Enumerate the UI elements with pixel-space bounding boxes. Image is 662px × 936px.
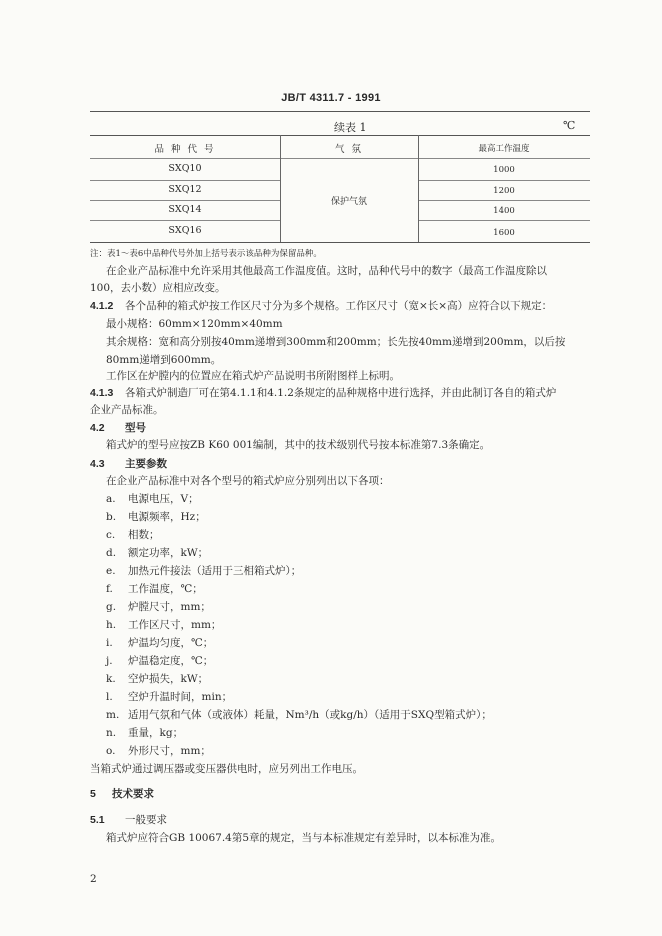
list-item-label: c. [106, 529, 116, 541]
table-row-rule [90, 220, 280, 221]
table-caption: 续表 1 [334, 121, 367, 134]
table-header-code: 品 种 代 号 [154, 144, 216, 155]
clause-number: 4.1.3 [90, 387, 114, 399]
list-item-label: j. [106, 655, 113, 667]
list-item: 炉温稳定度，℃； [128, 655, 214, 667]
paragraph: 其余规格：宽和高分别按40mm递增到300mm和200mm；长先按40mm递增到200mm，以后按 [106, 336, 566, 348]
table-header-rule [90, 158, 590, 159]
table-cell-code: SXQ16 [168, 225, 202, 236]
list-item-label: g. [106, 601, 117, 613]
table-cell-code: SXQ10 [168, 163, 202, 174]
page-number: 2 [90, 873, 97, 885]
list-item: 电源电压，V； [128, 493, 199, 505]
list-item: 加热元件接法（适用于三相箱式炉）； [128, 565, 302, 577]
list-item-label: b. [106, 511, 117, 523]
paragraph: 在企业产品标准中对各个型号的箱式炉应分别列出以下各项： [106, 475, 390, 487]
standard-number: JB/T 4311.7 - 1991 [281, 92, 381, 104]
list-item: 工作区尺寸，mm； [128, 619, 222, 631]
table-row-rule [418, 200, 590, 201]
table-cell-temp: 1200 [493, 186, 515, 196]
list-item-label: h. [106, 619, 117, 631]
paragraph: 在企业产品标准中允许采用其他最高工作温度值。这时，品种代号中的数字（最高工作温度除以 [106, 265, 547, 277]
table-top-rule [90, 135, 590, 136]
list-item-label: a. [106, 493, 116, 505]
section-title: 主要参数 [125, 458, 167, 470]
section-title: 技术要求 [112, 788, 154, 800]
list-item-label: m. [106, 709, 120, 721]
list-item: 额定功率，kW； [128, 547, 209, 559]
table-cell-temp: 1600 [493, 228, 515, 238]
list-item-label: d. [106, 547, 117, 559]
table-unit: ℃ [563, 119, 576, 132]
list-item: 空炉升温时间，min； [128, 691, 233, 703]
table-cell-temp: 1000 [493, 165, 515, 175]
section-title: 型号 [125, 422, 146, 434]
paragraph: 80mm递增到600mm。 [106, 354, 222, 366]
list-item-label: n. [106, 727, 117, 739]
paragraph: 最小规格：60mm×120mm×40mm [106, 318, 283, 330]
list-item-label: f. [106, 583, 113, 595]
list-item-label: k. [106, 673, 116, 685]
table-cell-code: SXQ14 [168, 204, 202, 215]
section-number: 5 [90, 788, 96, 800]
paragraph: 箱式炉的型号应按ZB K60 001编制，其中的技术级别代号按本标准第7.3条确定。 [106, 439, 491, 451]
table-row-rule [418, 180, 590, 181]
list-item: 工作温度，℃； [128, 583, 203, 595]
list-item: 重量，kg； [128, 727, 184, 739]
list-item: 相数； [128, 529, 160, 541]
list-item: 适用气氛和气体（或液体）耗量，Nm³/h（或kg/h）（适用于SXQ型箱式炉）； [128, 709, 492, 721]
table-row-rule [418, 220, 590, 221]
section-title: 一般要求 [125, 814, 167, 826]
table-header-atmosphere: 气 氛 [334, 144, 364, 155]
paragraph: 当箱式炉通过调压器或变压器供电时，应另列出工作电压。 [90, 763, 363, 775]
paragraph: 各个品种的箱式炉按工作区尺寸分为多个规格。工作区尺寸（宽×长×高）应符合以下规定： [125, 300, 553, 312]
paragraph: 工作区在炉膛内的位置应在箱式炉产品说明书所附图样上标明。 [106, 370, 400, 382]
clause-number: 4.2 [90, 422, 105, 434]
paragraph: 各箱式炉制造厂可在第4.1.1和4.1.2条规定的品种规格中进行选择，并由此制订各自的箱式炉 [125, 387, 557, 399]
list-item: 外形尺寸，mm； [128, 745, 211, 757]
table-cell-atmosphere: 保护气氛 [330, 197, 367, 207]
list-item-label: i. [106, 637, 113, 649]
clause-number: 4.3 [90, 458, 105, 470]
list-item: 电源频率，Hz； [128, 511, 206, 523]
paragraph: 企业产品标准。 [90, 404, 164, 416]
header-rule [90, 111, 590, 112]
paragraph: 箱式炉应符合GB 10067.4第5章的规定，当与本标准规定有差异时，以本标准为准。 [106, 832, 502, 844]
list-item: 炉膛尺寸，mm； [128, 601, 211, 613]
list-item-label: e. [106, 565, 116, 577]
list-item-label: l. [106, 691, 113, 703]
table-cell-code: SXQ12 [168, 184, 202, 195]
table-bottom-rule [90, 242, 590, 243]
table-cell-temp: 1400 [493, 206, 515, 216]
list-item: 炉温均匀度，℃； [128, 637, 214, 649]
list-item: 空炉损失，kW； [128, 673, 209, 685]
table-header-max-temp: 最高工作温度 [478, 144, 530, 154]
table-note: 注：表1～表6中品种代号外加上括号表示该品种为保留品种。 [90, 249, 322, 259]
table-row-rule [90, 180, 280, 181]
clause-number: 5.1 [90, 814, 105, 826]
clause-number: 4.1.2 [90, 300, 114, 312]
table-row-rule [90, 200, 280, 201]
list-item-label: o. [106, 745, 116, 757]
paragraph: 100，去小数）应相应改变。 [90, 282, 226, 294]
